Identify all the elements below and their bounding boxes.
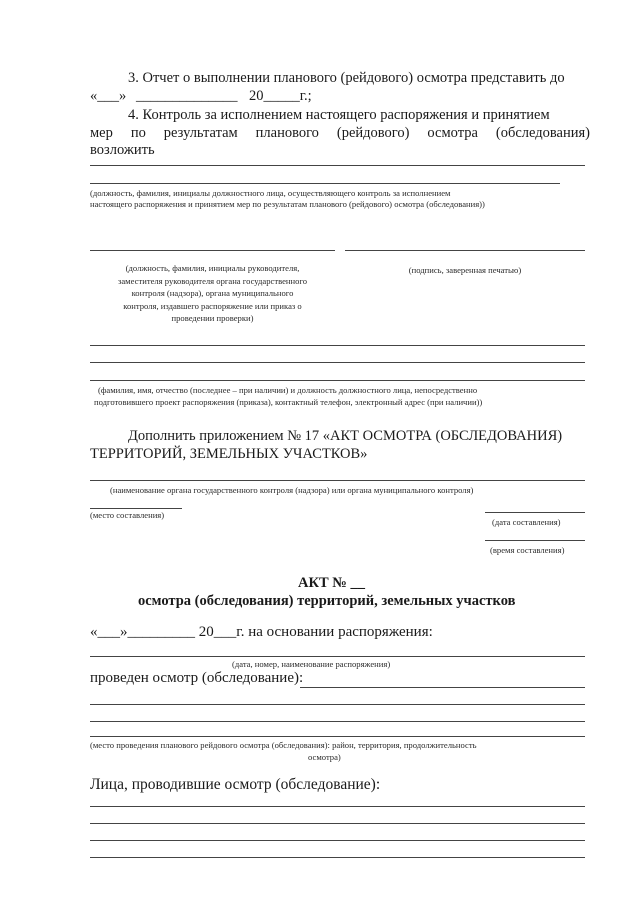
fill-line bbox=[90, 857, 585, 858]
act-persons: Лица, проводившие осмотр (обследование): bbox=[90, 776, 381, 793]
caption-head-line: контроля (надзора), органа муниципального bbox=[131, 288, 294, 298]
caption-location-1: (место проведения планового рейдового осмотра (обследования): район, территория, продолжительность bbox=[90, 740, 477, 750]
appendix-line2: ТЕРРИТОРИЙ, ЗЕМЕЛЬНЫХ УЧАСТКОВ» bbox=[90, 446, 368, 462]
fill-line bbox=[90, 806, 585, 807]
act-subtitle: осмотра (обследования) территорий, земельных участков bbox=[138, 593, 516, 609]
section4-word: мер bbox=[90, 125, 113, 141]
section4-word: (рейдового) bbox=[336, 125, 410, 141]
fill-line bbox=[90, 480, 585, 481]
section4-word: осмотра bbox=[427, 125, 478, 141]
appendix-line1: Дополнить приложением № 17 «АКТ ОСМОТРА (ОБСЛЕДОВАНИЯ) bbox=[128, 428, 563, 444]
caption-preparer-1: (фамилия, имя, отчество (последнее – при наличии) и должность должностного лица, непосредственно bbox=[98, 385, 478, 395]
caption-head-line: (должность, фамилия, инициалы руководителя, bbox=[125, 263, 300, 273]
fill-line bbox=[90, 345, 585, 346]
fill-line bbox=[485, 540, 585, 541]
caption-place: (место составления) bbox=[90, 510, 165, 520]
fill-line bbox=[90, 736, 585, 737]
section3-year: 20_____г.; bbox=[249, 88, 312, 104]
caption-date: (дата составления) bbox=[492, 517, 561, 527]
caption-signature: (подпись, заверенная печатью) bbox=[408, 265, 522, 275]
fill-line bbox=[90, 250, 335, 251]
act-conducted: проведен осмотр (обследование): bbox=[90, 670, 304, 686]
caption-head-line: проведении проверки) bbox=[171, 313, 254, 323]
caption-head bbox=[90, 262, 335, 325]
fill-line bbox=[345, 250, 585, 251]
section4-line3: возложить bbox=[90, 142, 155, 158]
caption-org: (наименование органа государственного контроля (надзора) или органа муниципального контроля) bbox=[110, 485, 474, 495]
caption-time: (время составления) bbox=[490, 545, 565, 555]
act-date-line: «___»_________ 20___г. на основании распоряжения: bbox=[90, 624, 433, 640]
fill-line bbox=[90, 840, 585, 841]
section4-line1: 4. Контроль за исполнением настоящего распоряжения и принятием bbox=[128, 107, 550, 123]
fill-line bbox=[90, 721, 585, 722]
act-title: АКТ № __ bbox=[298, 575, 365, 591]
section3-text: 3. Отчет о выполнении планового (рейдового) осмотра представить до bbox=[128, 70, 565, 86]
fill-line bbox=[90, 823, 585, 824]
caption-controller-1: (должность, фамилия, инициалы должностного лица, осуществляющего контроль за исполнением bbox=[90, 188, 451, 198]
fill-line bbox=[90, 508, 182, 509]
fill-line bbox=[90, 165, 585, 166]
fill-line bbox=[300, 687, 585, 688]
fill-line bbox=[90, 656, 585, 657]
caption-controller-2: настоящего распоряжения и принятием мер по результатам планового (рейдового) осмотра (обследования)) bbox=[90, 199, 485, 209]
caption-location-2: осмотра) bbox=[308, 752, 341, 762]
section4-word: по bbox=[130, 125, 146, 141]
fill-line bbox=[90, 362, 585, 363]
section3-date-quote: «___» bbox=[90, 88, 127, 104]
section3-date-blank: ______________ bbox=[136, 88, 238, 104]
caption-head-line: заместителя руководителя органа государственного bbox=[117, 275, 308, 286]
fill-line bbox=[90, 380, 585, 381]
caption-order: (дата, номер, наименование распоряжения) bbox=[232, 659, 391, 669]
fill-line bbox=[90, 183, 560, 184]
section4-line2 bbox=[90, 125, 590, 142]
fill-line bbox=[485, 512, 585, 513]
caption-head-line: контроля, издавшего распоряжение или приказ о bbox=[123, 300, 302, 311]
section4-word: (обследования) bbox=[495, 125, 590, 141]
caption-preparer-2: подготовившего проект распоряжения (приказа), контактный телефон, электронный адрес (при наличии)) bbox=[94, 397, 483, 407]
fill-line bbox=[90, 704, 585, 705]
section4-word: результатам bbox=[163, 125, 238, 141]
section4-word: планового bbox=[255, 125, 319, 141]
